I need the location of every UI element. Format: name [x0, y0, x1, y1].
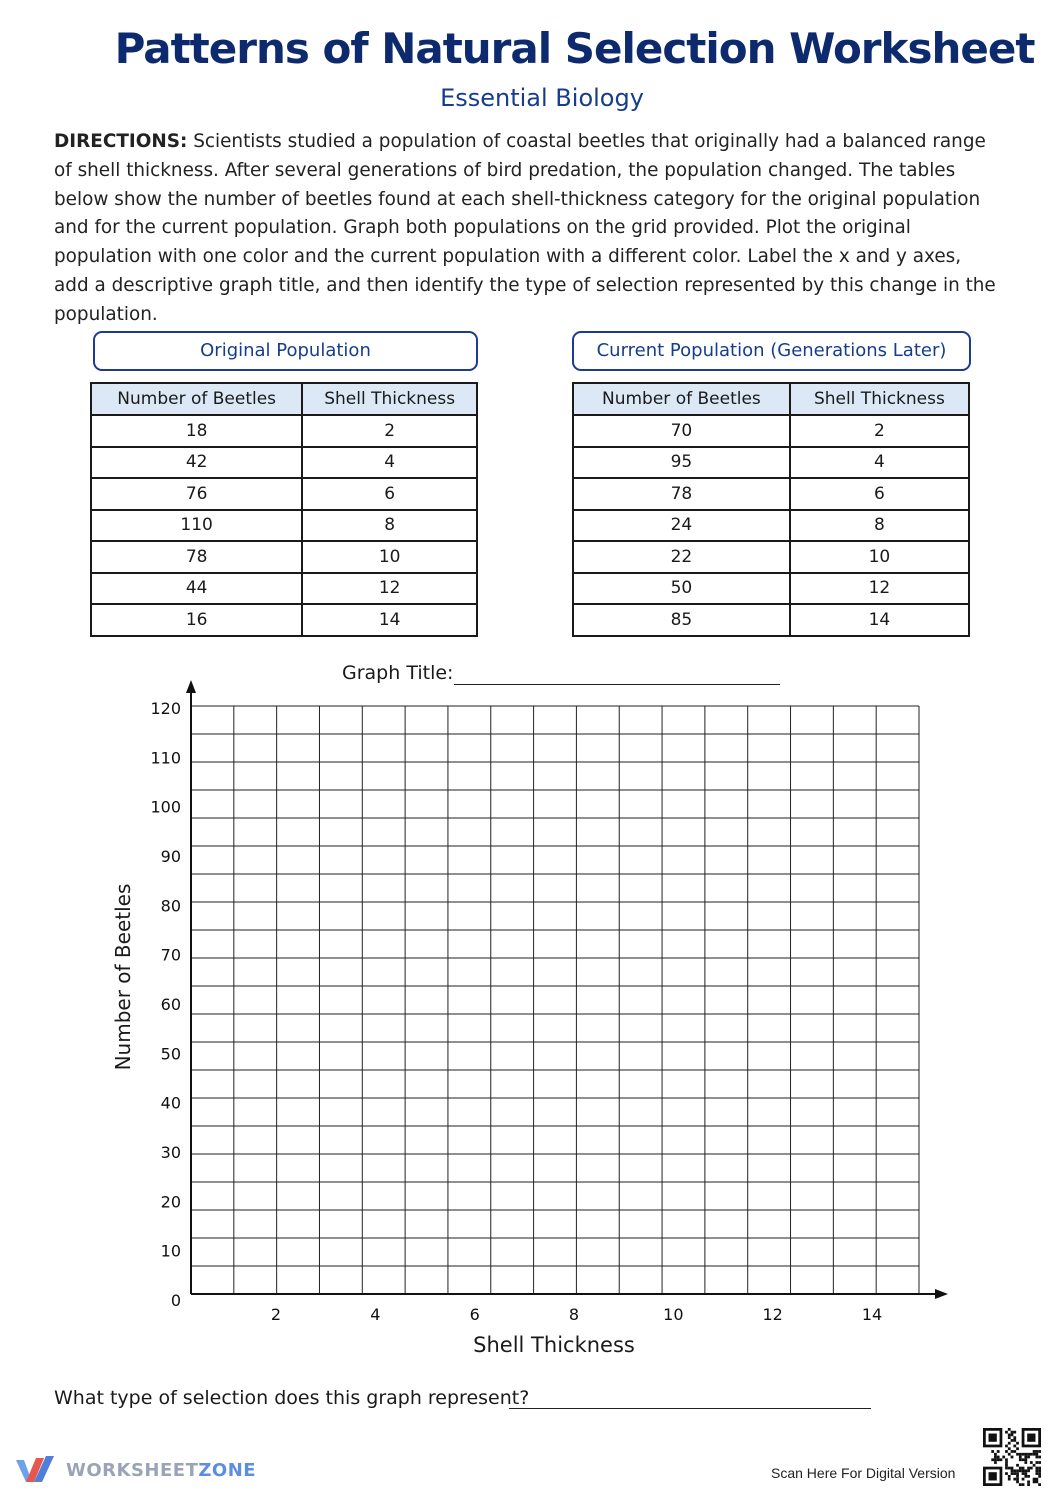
x-tick-label: 6	[469, 1305, 480, 1324]
table-cell: 10	[790, 541, 969, 573]
table-cell: 76	[91, 478, 302, 510]
table-cell: 18	[91, 415, 302, 447]
brand-name	[66, 1460, 256, 1481]
table-cell: 44	[91, 573, 302, 605]
x-tick-labels	[271, 1305, 882, 1324]
current-header-beetles: Number of Beetles	[573, 383, 790, 415]
x-tick-label: 10	[663, 1305, 684, 1324]
x-axis-label: Shell Thickness	[473, 1333, 635, 1357]
y-tick-label: 90	[160, 847, 181, 866]
table-cell: 12	[302, 573, 477, 605]
y-tick-label: 10	[160, 1241, 181, 1261]
current-table-title: Current Population (Generations Later)	[572, 331, 971, 371]
y-axis-arrow-icon	[186, 680, 196, 693]
scan-text: Scan Here For Digital Version	[771, 1465, 956, 1481]
table-cell: 4	[302, 447, 477, 479]
table-cell: 85	[573, 604, 790, 636]
table-cell: 78	[573, 478, 790, 510]
table-cell: 2	[302, 415, 477, 447]
y-tick-label: 80	[160, 896, 181, 916]
table-cell: 14	[790, 604, 969, 636]
y-tick-label: 60	[160, 995, 181, 1014]
original-table-title: Original Population	[93, 331, 478, 371]
y-tick-label: 100	[150, 797, 181, 817]
page-subtitle: Essential Biology	[440, 84, 644, 112]
table-cell: 110	[91, 510, 302, 542]
table-cell: 24	[573, 510, 790, 542]
y-tick-label: 40	[160, 1093, 181, 1113]
table-cell: 70	[573, 415, 790, 447]
directions-label: DIRECTIONS:	[54, 131, 188, 152]
x-tick-label: 2	[270, 1305, 282, 1324]
brand-name-part1: WORKSHEET	[66, 1460, 199, 1481]
y-tick-label: 20	[160, 1192, 181, 1212]
table-cell: 8	[302, 510, 477, 542]
table-cell: 78	[91, 541, 302, 573]
table-cell: 4	[790, 447, 969, 479]
table-cell: 42	[91, 447, 302, 479]
page-title: Patterns of Natural Selection Worksheet	[114, 24, 1035, 73]
y-tick-label: 0	[170, 1291, 181, 1310]
table-cell: 8	[790, 510, 969, 542]
current-header-thickness: Shell Thickness	[790, 383, 969, 415]
table-cell: 12	[790, 573, 969, 605]
table-cell: 95	[573, 447, 790, 479]
grid-lines	[191, 706, 919, 1294]
table-cell: 50	[573, 573, 790, 605]
x-tick-label: 4	[370, 1305, 381, 1324]
x-tick-label: 8	[568, 1305, 580, 1324]
table-cell: 2	[790, 415, 969, 447]
y-tick-label: 50	[160, 1044, 181, 1064]
table-cell: 6	[302, 478, 477, 510]
table-cell: 16	[91, 604, 302, 636]
x-tick-label: 14	[861, 1305, 883, 1324]
original-header-beetles: Number of Beetles	[91, 383, 302, 415]
y-tick-label: 70	[160, 945, 181, 965]
x-tick-label: 12	[762, 1305, 783, 1324]
x-axis-arrow-icon	[935, 1289, 948, 1299]
y-tick-label: 110	[150, 748, 181, 768]
original-header-thickness: Shell Thickness	[302, 383, 477, 415]
qr-code-icon[interactable]	[983, 1428, 1041, 1486]
graph-title-label: Graph Title:	[342, 662, 454, 684]
selection-question: What type of selection does this graph represent?	[54, 1387, 530, 1409]
y-tick-label: 30	[160, 1143, 181, 1162]
table-cell: 22	[573, 541, 790, 573]
selection-answer-line[interactable]	[509, 1408, 871, 1409]
y-tick-label: 120	[150, 699, 181, 718]
table-cell: 14	[302, 604, 477, 636]
table-cell: 10	[302, 541, 477, 573]
brand-name-part2: ZONE	[198, 1460, 257, 1481]
directions-text: Scientists studied a population of coastal beetles that originally had a balanced range of shell thickness. After several generations of bird predation, the population changed. The tables below show the number of beetles found at each shell-thickness category for the original population and for the current population. Graph both populations on the grid provided. Plot the original population with one color and the current population with a different color. Label the x and y axes, add a descriptive graph title, and then identify the type of selection represented by this change in the population.	[54, 131, 996, 325]
y-tick-labels	[150, 699, 181, 1310]
table-cell: 6	[790, 478, 969, 510]
y-axis-label: Number of Beetles	[111, 883, 135, 1071]
